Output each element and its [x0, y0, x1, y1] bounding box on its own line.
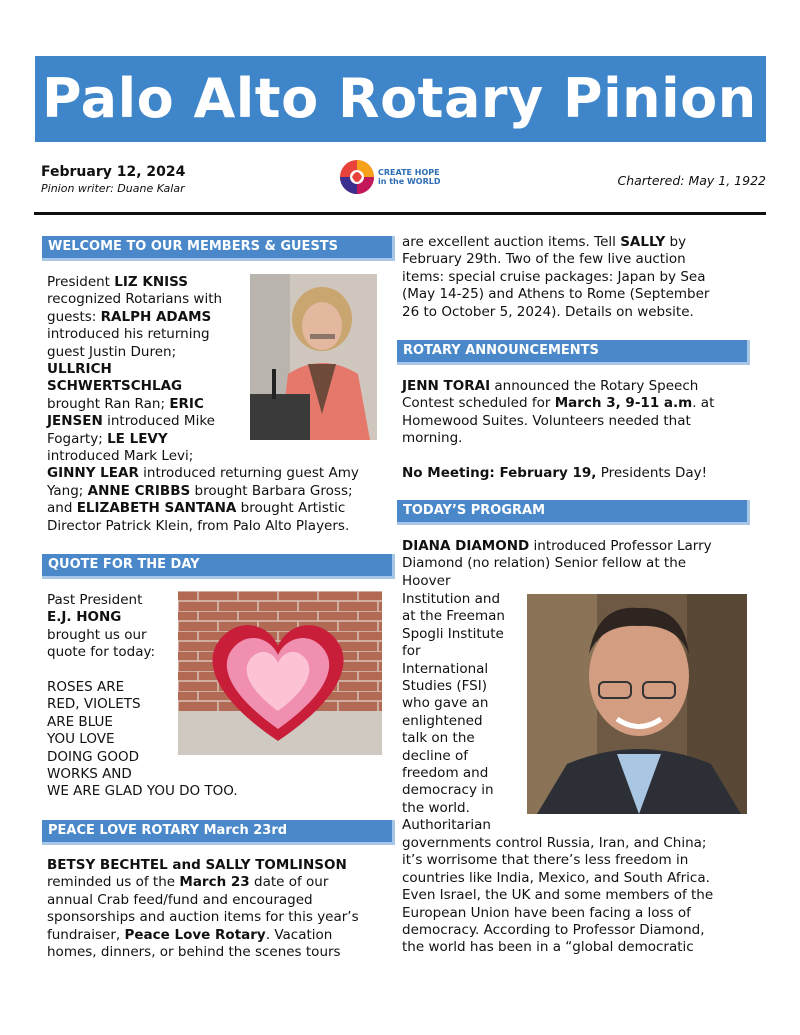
- text-line: [402, 748, 522, 765]
- text-line: [402, 304, 752, 321]
- text-segment: Spogli Institute: [402, 625, 504, 642]
- pinion-writer: Pinion writer: Duane Kalar: [41, 182, 185, 195]
- text-line: [402, 448, 752, 465]
- text-line: [402, 695, 522, 712]
- newsletter-title: Palo Alto Rotary Pinion: [42, 67, 757, 130]
- text-line: [402, 765, 522, 782]
- text-line: [47, 927, 387, 944]
- text-segment: governments control Russia, Iran, and China;: [402, 835, 707, 851]
- text-segment: Contest scheduled for: [402, 395, 555, 412]
- text-line: [47, 909, 387, 926]
- president-photo: [250, 274, 377, 440]
- bold-text: SALLY: [620, 234, 666, 250]
- text-line: [402, 713, 522, 730]
- text-segment: WORKS AND: [47, 766, 132, 783]
- text-segment: recognized Rotarians with: [47, 291, 223, 308]
- program-body-text: [402, 835, 752, 957]
- text-line: [402, 678, 522, 695]
- program-narrow-text: [402, 591, 522, 835]
- text-line: [402, 608, 522, 625]
- section-rotary-announcements: ROTARY ANNOUNCEMENTS: [397, 340, 750, 365]
- text-segment: and: [47, 500, 77, 517]
- text-segment: sponsorships and auction items for this year’s: [47, 909, 359, 926]
- text-line: [47, 609, 177, 626]
- bold-text: Peace Love Rotary: [124, 926, 266, 943]
- text-line: [402, 643, 522, 660]
- text-segment: International: [402, 660, 489, 677]
- bold-text: March 23: [179, 874, 250, 891]
- text-segment: ROSES ARE: [47, 679, 125, 695]
- text-segment: Diamond (no relation) Senior fellow at the: [402, 555, 687, 572]
- text-segment: February 29th. Two of the few live auction: [402, 251, 686, 268]
- bold-text: DIANA DIAMOND: [402, 538, 530, 554]
- bold-text: SCHWERTSCHLAG: [47, 378, 183, 395]
- create-hope-logo: [338, 157, 458, 197]
- text-line: [47, 465, 387, 482]
- text-segment: . Vacation: [265, 926, 333, 943]
- text-line: [402, 378, 752, 395]
- text-segment: introduced his returning: [47, 326, 210, 343]
- text-segment: brought Barbara Gross;: [190, 482, 353, 499]
- text-segment: ARE BLUE: [47, 713, 113, 730]
- text-segment: RED, VIOLETS: [47, 696, 141, 713]
- text-line: [402, 626, 522, 643]
- text-line: [402, 465, 752, 482]
- text-line: [402, 395, 752, 412]
- text-line: [402, 730, 522, 747]
- text-segment: democracy. According to Professor Diamond,: [402, 922, 705, 939]
- issue-date: February 12, 2024: [41, 164, 186, 180]
- text-line: [47, 518, 387, 535]
- text-segment: talk on the: [402, 730, 475, 747]
- text-segment: WE ARE GLAD YOU DO TOO.: [47, 783, 238, 800]
- bold-text: LIZ KNISS: [114, 274, 189, 290]
- text-segment: countries like India, Mexico, and South Africa.: [402, 869, 710, 886]
- text-line: [47, 783, 377, 800]
- text-line: [47, 483, 387, 500]
- text-segment: introduced Mark Levi;: [47, 448, 194, 465]
- bold-text: RALPH ADAMS: [100, 308, 212, 325]
- bold-text: JENN TORAI: [402, 378, 491, 394]
- bold-text: BETSY BECHTEL and SALLY TOMLINSON: [47, 857, 347, 873]
- text-segment: Studies (FSI): [402, 678, 487, 695]
- text-line: [402, 782, 522, 799]
- text-segment: YOU LOVE: [47, 731, 115, 748]
- text-line: [47, 892, 387, 909]
- announcements-text: [402, 378, 752, 482]
- text-segment: Authoritarian: [402, 817, 491, 834]
- bold-text: E.J. HONG: [47, 609, 122, 626]
- text-line: [402, 835, 752, 852]
- text-line: [47, 857, 387, 874]
- text-segment: President: [47, 274, 115, 290]
- text-segment: date of our: [249, 874, 329, 891]
- header-divider: [34, 212, 766, 215]
- section-todays-program: TODAY’S PROGRAM: [397, 500, 750, 525]
- text-segment: guests:: [47, 308, 101, 325]
- text-segment: homes, dinners, or behind the scenes tours: [47, 944, 341, 961]
- text-line: [47, 627, 177, 644]
- logo-text: CREATE HOPE in the WORLD: [378, 168, 441, 186]
- text-line: [402, 591, 522, 608]
- text-line: [402, 905, 752, 922]
- text-line: [402, 800, 522, 817]
- text-segment: quote for today:: [47, 644, 156, 661]
- text-segment: 26 to October 5, 2024). Details on website.: [402, 303, 694, 320]
- text-segment: items: special cruise packages: Japan by Sea: [402, 268, 706, 285]
- bold-text: ELIZABETH SANTANA: [76, 500, 237, 517]
- text-segment: who gave an: [402, 695, 489, 712]
- bold-text: LE LEVY: [107, 430, 168, 447]
- peace-love-rotary-text: [47, 857, 387, 961]
- program-intro-text: [402, 538, 752, 590]
- text-line: [402, 234, 752, 251]
- section-welcome: WELCOME TO OUR MEMBERS & GUESTS: [42, 236, 395, 261]
- text-segment: Homewood Suites. Volunteers needed that: [402, 412, 691, 429]
- text-line: [402, 852, 752, 869]
- text-line: [402, 939, 752, 956]
- text-line: [47, 874, 387, 891]
- bold-text: ANNE CRIBBS: [87, 482, 191, 499]
- text-segment: Fogarty;: [47, 430, 108, 447]
- chartered-date: Chartered: May 1, 1922: [617, 173, 766, 188]
- text-line: [47, 944, 387, 961]
- text-segment: are excellent auction items. Tell: [402, 234, 621, 250]
- section-quote: QUOTE FOR THE DAY: [42, 554, 395, 579]
- text-segment: Institution and: [402, 591, 501, 607]
- text-segment: introduced returning guest Amy: [138, 465, 359, 482]
- bold-text: No Meeting: February 19,: [402, 465, 597, 482]
- text-segment: Even Israel, the UK and some members of the: [402, 887, 714, 904]
- speaker-photo: [527, 594, 747, 814]
- text-segment: . at: [692, 395, 715, 412]
- text-segment: reminded us of the: [47, 874, 180, 891]
- text-line: [402, 661, 522, 678]
- text-segment: it’s worrisome that there’s less freedom in: [402, 852, 689, 869]
- bold-text: GINNY LEAR: [47, 465, 139, 482]
- text-segment: Yang;: [47, 482, 88, 499]
- text-line: [402, 430, 752, 447]
- text-segment: for: [402, 643, 421, 660]
- text-segment: Director Patrick Klein, from Palo Alto Players.: [47, 517, 350, 534]
- text-segment: Past President: [47, 592, 143, 608]
- text-line: [47, 500, 387, 517]
- text-segment: by: [665, 234, 687, 250]
- auction-continued-text: [402, 234, 752, 321]
- masthead-banner: [35, 56, 766, 142]
- text-line: [402, 887, 752, 904]
- text-line: [402, 573, 752, 590]
- text-segment: annual Crab feed/fund and encouraged: [47, 891, 313, 908]
- text-segment: brought Artistic: [236, 500, 346, 517]
- text-segment: the world has been in a “global democratic: [402, 939, 694, 956]
- bold-text: ULLRICH: [47, 361, 112, 378]
- section-peace-love-rotary: PEACE LOVE ROTARY March 23rd: [42, 820, 395, 845]
- text-segment: DOING GOOD: [47, 748, 139, 765]
- text-line: [47, 448, 387, 465]
- text-line: [47, 592, 177, 609]
- text-segment: democracy in: [402, 782, 494, 799]
- text-segment: announced the Rotary Speech: [490, 378, 699, 394]
- text-line: [47, 644, 177, 661]
- text-segment: Presidents Day!: [596, 465, 708, 482]
- text-segment: at the Freeman: [402, 608, 505, 625]
- text-line: [47, 766, 377, 783]
- text-segment: Hoover: [402, 572, 451, 589]
- text-line: [402, 413, 752, 430]
- text-segment: morning.: [402, 430, 463, 447]
- rose-heart-photo: [178, 591, 382, 755]
- text-line: [402, 922, 752, 939]
- text-segment: brought Ran Ran;: [47, 395, 170, 412]
- text-segment: (May 14-25) and Athens to Rome (September: [402, 286, 710, 303]
- text-line: [402, 870, 752, 887]
- text-line: [402, 538, 752, 555]
- text-segment: decline of: [402, 747, 468, 764]
- text-segment: introduced Mike: [102, 413, 215, 430]
- quote-intro: [47, 592, 177, 662]
- bold-text: March 3, 9-11 a.m: [554, 395, 693, 412]
- text-segment: freedom and: [402, 765, 489, 782]
- text-segment: introduced Professor Larry: [529, 538, 712, 554]
- text-line: [402, 817, 522, 834]
- text-segment: brought us our: [47, 626, 147, 643]
- text-line: [402, 269, 752, 286]
- text-line: [402, 286, 752, 303]
- text-segment: enlightened: [402, 712, 483, 729]
- text-segment: the world.: [402, 799, 470, 816]
- text-segment: European Union have been facing a loss of: [402, 904, 691, 921]
- text-segment: guest Justin Duren;: [47, 343, 177, 360]
- text-line: [402, 251, 752, 268]
- text-segment: fundraiser,: [47, 926, 125, 943]
- bold-text: JENSEN: [47, 413, 103, 430]
- text-line: [402, 555, 752, 572]
- bold-text: ERIC: [169, 395, 204, 412]
- create-hope-swirl-icon: [338, 157, 376, 197]
